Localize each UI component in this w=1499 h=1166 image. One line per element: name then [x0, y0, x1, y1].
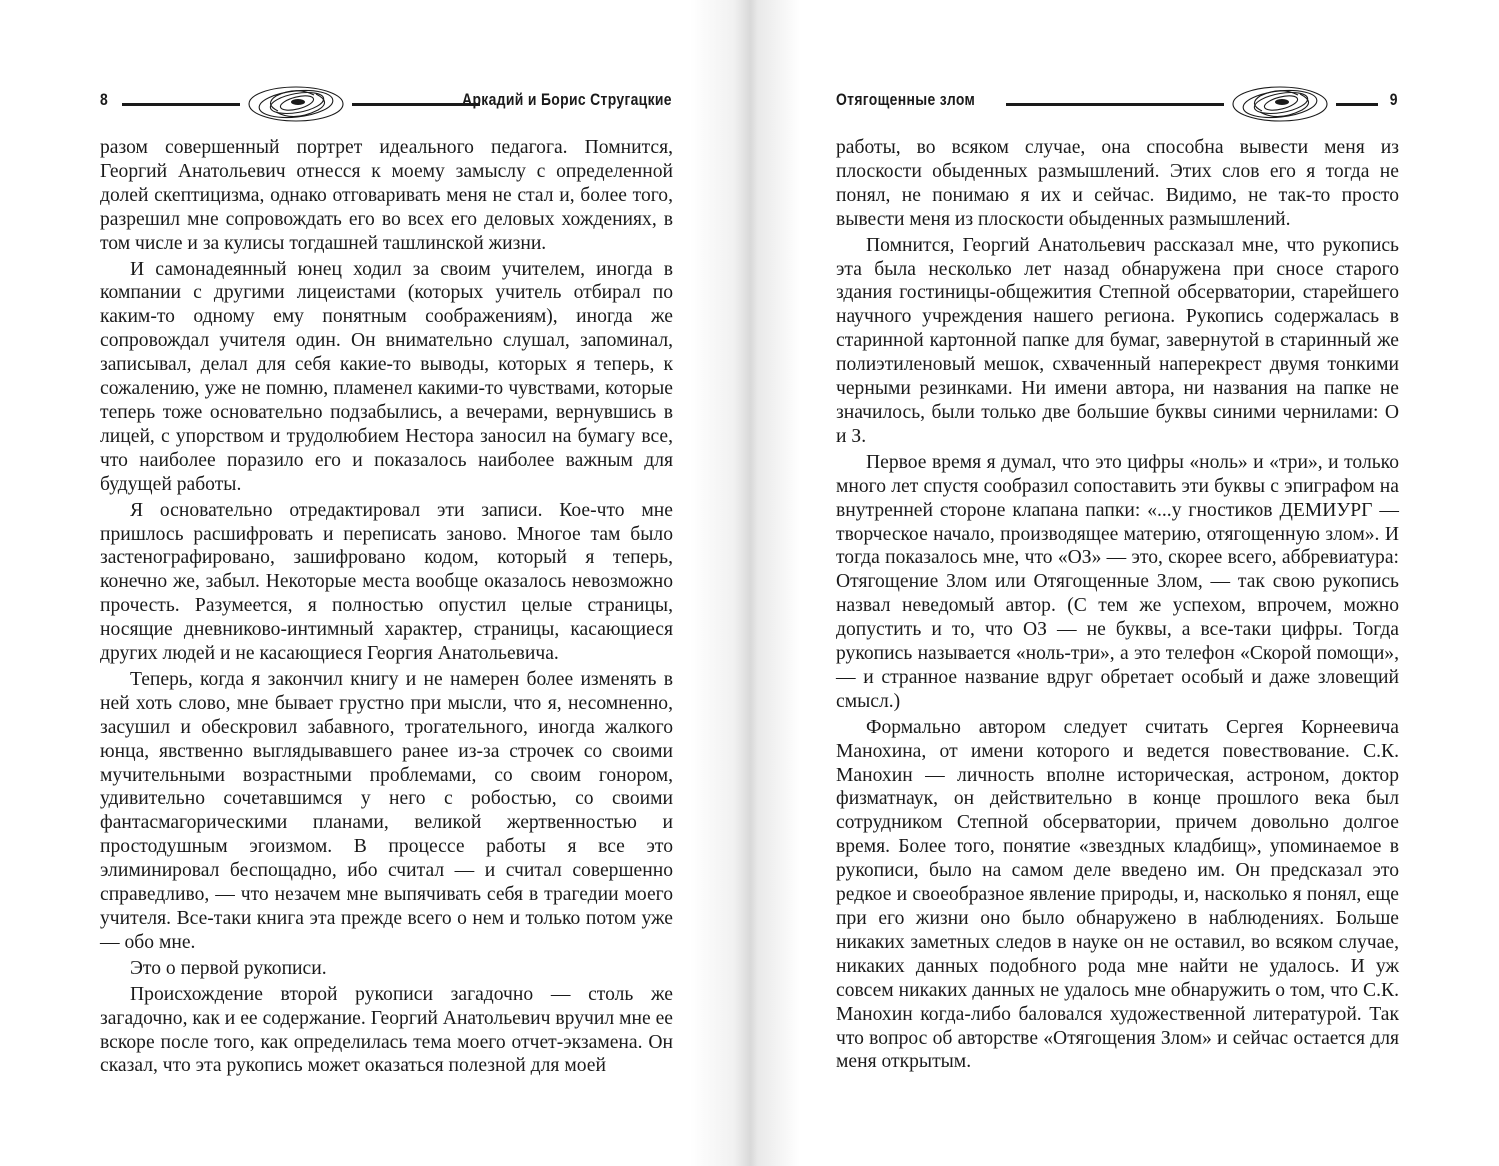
header-rule [1336, 103, 1378, 106]
right-page-header [836, 82, 1398, 126]
paragraph: Происхождение второй рукописи загадочно — столь же загадочно, как и ее содержание. Георгий Анатольевич вручил мне ее вскоре после того, как определилась тема моего отчет-экзамена. Он сказал, что эта рукопись может оказаться полезной для моей [100, 983, 673, 1077]
paragraph: Это о первой рукописи. [130, 957, 327, 979]
paragraph: И самонадеянный юнец ходил за своим учителем, иногда в компании с другими лицеистами (которых учитель отбирал по каким-то одному ему понятным соображениям), иногда же сопровождал учителя один. Он внимательно слушал, запоминал, записывал, делал для себя какие-то выводы, которых я теперь, к сожалению, уже не помню, пламенел какими-то чувствами, которые теперь тоже основательно подзабылись, а вечерами, вернувшись в лицей, с упорством и трудолюбием Нестора заносил на бумагу все, что наиболее поразило его и показалось наиболее важным для будущей работы. [100, 258, 673, 495]
left-page-body [100, 136, 673, 1078]
running-title: Отягощенные злом [836, 90, 976, 109]
page-number: 8 [100, 90, 109, 109]
header-rule [122, 103, 240, 106]
page-number: 9 [1389, 90, 1398, 109]
left-page-header [100, 82, 672, 126]
right-page [754, 0, 1499, 1166]
paragraph: Формально автором следует считать Сергея Корнеевича Манохина, от имени которого и ведется повествование. С.К. Манохин — личность вполне историческая, астроном, доктор физматнаук, он действительно в конце прошлого века был сотрудником Степной обсерватории, причем довольно долгое время. Более того, понятие «звездных кладбищ», упоминаемое в рукописи, было на самом деле введено им. Он предсказал это редкое и своеобразное явление природы, и, насколько я понял, еще при его жизни оно было обнаружено в наблюдениях. Больше никаких заметных следов в науке он не оставил, во всяком случае, никаких данных подобного рода мне найти не удалось. И уж совсем никаких данных не удалось мне обнаружить о том, что С.К. Манохин когда-либо баловался художественной литературой. Так что вопрос об авторстве «Отягощения Злом» и сейчас остается для меня открытым. [836, 716, 1399, 1073]
spiral-galaxy-ornament-icon [1230, 82, 1330, 126]
spiral-galaxy-ornament-icon [246, 82, 346, 126]
header-rule [1006, 103, 1224, 106]
paragraph: работы, во всяком случае, она способна вывести меня из плоскости обыденных размышлений. Этих слов его я тогда не понял, не понимаю я их и сейчас. Видимо, не так-то просто вывести меня из плоскости обыденных размышлений. [836, 137, 1399, 230]
running-title: Аркадий и Борис Стругацкие [462, 90, 672, 109]
paragraph: Теперь, когда я закончил книгу и не намерен более изменять в ней хоть слово, мне бывает грустно при мысли, что я, несомненно, засушил и обескровил забавного, трогательного, иногда жалкого юнца, явственно выглядывавшего ранее из-за строчек со своими мучительными возрастными проблемами, со своим гонором, удивительно сочетавшимся у него с робостью, со своими фантасмагорическими планами, великой жертвенностью и простодушным эгоизмом. В процессе работы я все это элиминировал беспощадно, ибо считал — и считал совершенно справедливо, — что незачем мне выпячивать себя в трагедии моего учителя. Все-таки книга эта прежде всего о нем и только потом уже — обо мне. [100, 668, 673, 953]
header-rule [352, 103, 480, 106]
right-page-body [836, 136, 1399, 1074]
paragraph: Помнится, Георгий Анатольевич рассказал мне, что рукопись эта была несколько лет назад обнаружена при сносе старого здания гостиницы-общежития Степной обсерватории, старейшего научного учреждения нашего региона. Рукопись содержалась в старинной картонной папке для бумаг, завернутой в старинный же полиэтиленовый мешок, схваченный наперекрест двумя тонкими черными резинками. Ни имени автора, ни названия на папке не значилось, были только две большие буквы синими чернилами: О и З. [836, 234, 1399, 447]
paragraph: Я основательно отредактировал эти записи. Кое-что мне пришлось расшифровать и переписать заново. Многое там было застенографировано, зашифровано кодом, который я теперь, конечно же, забыл. Некоторые места вообще оказалось невозможно прочесть. Разумеется, я полностью опустил целые страницы, носящие дневниково-интимный характер, страницы, касающиеся других людей и не касающиеся Георгия Анатольевича. [100, 499, 673, 665]
paragraph: разом совершенный портрет идеального педагога. Помнится, Георгий Анатольевич отнесся к моему замыслу с определенной долей скептицизма, однако отговаривать меня не стал и, более того, разрешил мне сопровождать его во всех его деловых хождениях, в том числе и за кулисы тогдашней ташлинской жизни. [100, 137, 673, 254]
left-page [0, 0, 745, 1166]
paragraph: Первое время я думал, что это цифры «ноль» и «три», и только много лет спустя сообразил сопоставить эти буквы с эпиграфом на внутренней стороне клапана папки: «...у гностиков ДЕМИУРГ — творческое начало, производящее материю, отягощенную злом». И тогда показалось мне, что «ОЗ» — это, скорее всего, аббревиатура: Отягощение Злом или Отягощенные Злом, — так свою рукопись назвал неведомый автор. (С тем же успехом, впрочем, можно допустить и то, что ОЗ — не буквы, а все-таки цифры. Тогда рукопись называется «ноль-три», а это телефон «Скорой помощи», — и странное название вдруг обретает особый и даже зловещий смысл.) [836, 451, 1399, 712]
